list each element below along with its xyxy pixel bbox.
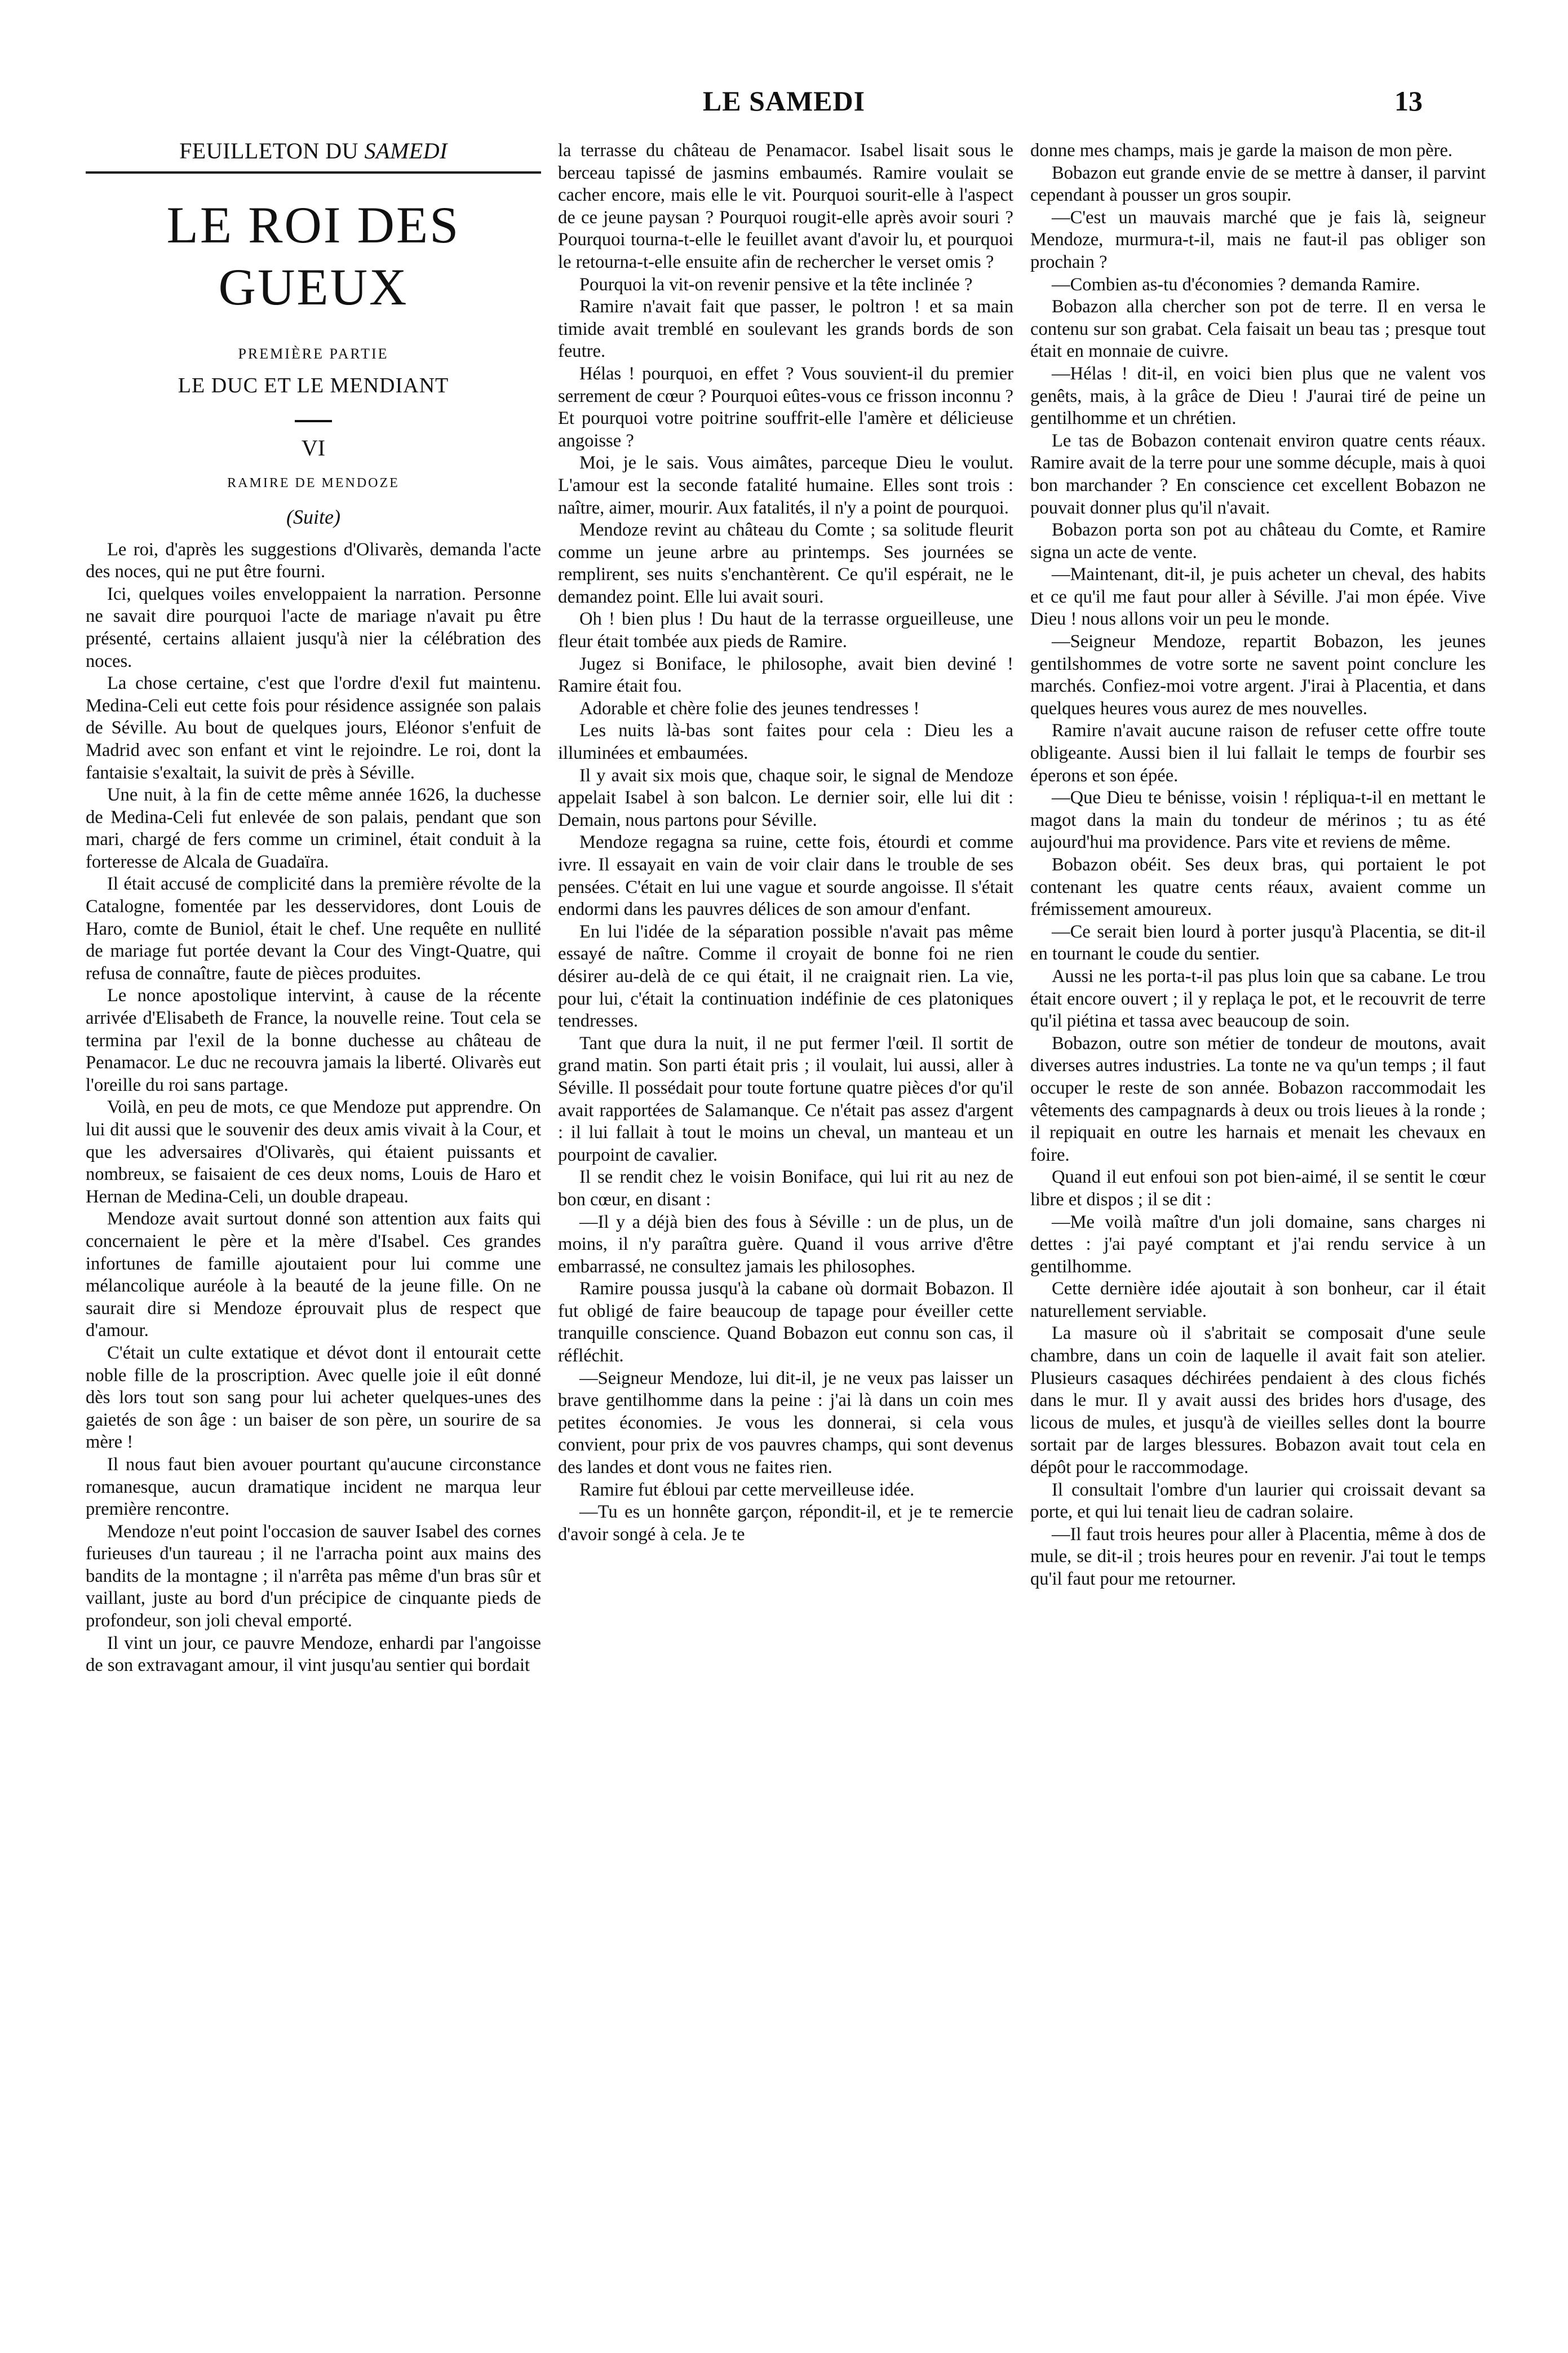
paragraph: Il vint un jour, ce pauvre Mendoze, enhardi par l'angoisse de son extravagant amour, il vint jusqu'au sentier qui bordait <box>86 1633 541 1676</box>
paragraph: Une nuit, à la fin de cette même année 1626, la duchesse de Medina-Celi fut enlevée de son palais, pendant que son mari, chargé de fers comme un criminel, était conduit à la forteresse de Alcala de Guadaïra. <box>86 785 541 872</box>
paragraph: Ramire n'avait aucune raison de refuser cette offre toute obligeante. Aussi bien il lui fallait le temps de fourbir ses éperons et son épée. <box>1030 720 1486 786</box>
heading-rule <box>86 171 541 174</box>
paragraph: Ramire poussa jusqu'à la cabane où dormait Bobazon. Il fut obligé de faire beaucoup de tapage pour éveiller cette tranquille conscience. Quand Bobazon eut connu son cas, il réfléchit. <box>558 1279 1013 1366</box>
col2-body <box>558 140 1013 1546</box>
paragraph: Il se rendit chez le voisin Boniface, qui lui rit au nez de bon cœur, en disant : <box>558 1167 1013 1210</box>
paragraph: Bobazon eut grande envie de se mettre à danser, il parvint cependant à pousser un gros soupir. <box>1030 162 1486 206</box>
paragraph: —Il y a déjà bien des fous à Séville : un de plus, un de moins, il n'y paraîtra guère. Quand il vous arrive d'être embarrassé, ne consultez jamais les philosophes. <box>558 1211 1013 1277</box>
paragraph: Il nous faut bien avouer pourtant qu'aucune circonstance romanesque, aucun dramatique incident ne marqua leur première rencontre. <box>86 1454 541 1520</box>
paragraph: Mendoze revint au château du Comte ; sa solitude fleurit comme un jeune arbre au printemps. Ses journées se remplirent, ses nuits s'enchantèrent. Ce qu'il espérait, ne le demandez point. Elle lui avait souri. <box>558 520 1013 607</box>
paragraph: Quand il eut enfoui son pot bien-aimé, il se sentit le cœur libre et dispos ; il se dit : <box>1030 1167 1486 1210</box>
paragraph: la terrasse du château de Penamacor. Isabel lisait sous le berceau tapissé de jasmins embaumés. Ramire voulait se cacher encore, mais elle le vit. Pourquoi sourit-elle à l'aspect de ce jeune paysan ? Pourquoi rougit-elle après avoir souri ? Pourquoi tourna-t-elle le feuillet avant d'avoir lu, et pourquoi le retourna-t-elle ensuite afin de rechercher le verset omis ? <box>558 140 1013 272</box>
paragraph: —C'est un mauvais marché que je fais là, seigneur Mendoze, murmura-t-il, mais ne faut-il pas obliger son prochain ? <box>1030 207 1486 272</box>
part-title: LE DUC ET LE MENDIANT <box>178 374 449 398</box>
newspaper-title: LE SAMEDI <box>702 85 866 117</box>
paragraph: Ici, quelques voiles enveloppaient la narration. Personne ne savait dire pourquoi l'acte de mariage n'avait pu être présenté, certains allaient jusqu'à nier la célébration des noces. <box>86 583 541 671</box>
suite-label: (Suite) <box>286 505 340 528</box>
paragraph: Cette dernière idée ajoutait à son bonheur, car il était naturellement serviable. <box>1030 1279 1486 1321</box>
masthead <box>0 85 1568 130</box>
paragraph: Tant que dura la nuit, il ne put fermer l'œil. Il sortit de grand matin. Son parti était pris ; il voulait, lui aussi, aller à Séville. Il possédait pour toute fortune quatre pièces d'or qu'il avait rapportées de Salamanque. Ce n'était pas assez d'argent : il lui fallait à tout le moins un cheval, un manteau et un pourpoint de cavalier. <box>558 1033 1013 1165</box>
chapter-number: VI <box>301 435 326 461</box>
paragraph: —Seigneur Mendoze, lui dit-il, je ne veux pas laisser un brave gentilhomme dans la peine : j'ai là dans un coin mes petites économies. Je vous les donnerai, si cela vous convient, pour prix de vos pauvres champs, qui sont devenus des landes et dont vous ne faites rien. <box>558 1368 1013 1478</box>
paragraph: Bobazon obéit. Ses deux bras, qui portaient le pot contenant les quatre cents réaux, avaient comme un frémissement amoureux. <box>1030 855 1486 920</box>
paragraph: Ramire fut ébloui par cette merveilleuse idée. <box>579 1479 915 1500</box>
paragraph: Ramire n'avait fait que passer, le poltron ! et sa main timide avait tremblé en soulevant les grands bords de son feutre. <box>558 297 1013 362</box>
paragraph: Jugez si Boniface, le philosophe, avait bien deviné ! Ramire était fou. <box>558 653 1013 697</box>
column-3 <box>1030 140 1486 1591</box>
paragraph: Hélas ! pourquoi, en effet ? Vous souvient-il du premier serrement de cœur ? Pourquoi eûtes-vous ce frisson inconnu ? Et pourquoi votre poitrine souffrit-elle l'amère et délicieuse angoisse ? <box>558 363 1013 451</box>
paragraph: —Seigneur Mendoze, repartit Bobazon, les jeunes gentilshommes de votre sorte ne savent point conclure les marchés. Confiez-moi votre argent. J'irai à Placentia, et dans quelques heures vous aurez de mes nouvelles. <box>1030 631 1486 719</box>
paragraph: Bobazon alla chercher son pot de terre. Il en versa le contenu sur son grabat. Cela faisait un beau tas ; presque tout était en monnaie de cuivre. <box>1030 297 1486 362</box>
paragraph: Bobazon, outre son métier de tondeur de moutons, avait diverses autres industries. La tonte ne va qu'un temps ; il faut occuper le reste de son année. Bobazon raccommodait les vêtements des campagnards à deux ou trois lieues à la ronde ; il repiquait en outre les harnais et menait les chevaux en foire. <box>1030 1033 1486 1165</box>
paragraph: Il consultait l'ombre d'un laurier qui croissait devant sa porte, et qui lui tenait lieu de cadran solaire. <box>1030 1479 1486 1523</box>
paragraph: Il était accusé de complicité dans la première révolte de la Catalogne, fomentée par les desservidores, dont Louis de Haro, comte de Buniol, était le chef. Une requête en nullité de mariage fut portée devant la Cour des Vingt-Quatre, qui refusa de connaître, faute de pièces produites. <box>86 874 541 984</box>
paragraph: Moi, je le sais. Vous aimâtes, parceque Dieu le voulut. L'amour est la seconde fatalité humaine. Elles sont trois : naître, aimer, mourir. Aux fatalités, il n'y a point de pourquoi. <box>558 453 1013 518</box>
column-1 <box>86 140 541 1677</box>
paragraph: Bobazon porta son pot au château du Comte, et Ramire signa un acte de vente. <box>1030 520 1486 563</box>
paragraph: —Hélas ! dit-il, en voici bien plus que ne valent vos genêts, mais, à la grâce de Dieu ! J'aurai tiré de peine un gentilhomme et un chrétien. <box>1030 363 1486 429</box>
section-rule <box>295 420 332 422</box>
paragraph: Le roi, d'après les suggestions d'Olivarès, demanda l'acte des noces, qui ne put être fourni. <box>86 539 541 582</box>
col1-body <box>86 539 541 1677</box>
paragraph: —Ce serait bien lourd à porter jusqu'à Placentia, se dit-il en tournant le coude du sentier. <box>1030 921 1486 965</box>
paragraph: La masure où il s'abritait se composait d'une seule chambre, dans un coin de laquelle il avait fait son atelier. Plusieurs casaques déchirées pendaient à des clous fichés dans le mur. Il y avait aussi des brides hors d'usage, des licous de mules, et jusqu'à de vieilles selles dont la bourre sortait par de larges blessures. Bobazon avait tout cela en dépôt pour le raccommodage. <box>1030 1323 1486 1478</box>
paragraph: Il y avait six mois que, chaque soir, le signal de Mendoze appelait Isabel à son balcon. Le dernier soir, elle lui dit : Demain, nous partons pour Séville. <box>558 765 1013 830</box>
feuilleton-name: SAMEDI <box>364 138 448 163</box>
feuilleton-heading <box>86 140 541 162</box>
paragraph: —Tu es un honnête garçon, répondit-il, et je te remercie d'avoir songé à cela. Je te <box>558 1502 1013 1545</box>
paragraph: —Combien as-tu d'économies ? demanda Ramire. <box>1052 274 1420 295</box>
paragraph: —Il faut trois heures pour aller à Placentia, même à dos de mule, se dit-il ; trois heures pour en revenir. J'ai tout le temps qu'il faut pour me retourner. <box>1030 1524 1486 1589</box>
novel-title: LE ROI DES GUEUX <box>166 196 460 316</box>
paragraph: Mendoze avait surtout donné son attention aux faits qui concernaient le père et la mère d'Isabel. Ces grandes infortunes de famille ajoutaient pour lui comme une mélancolique auréole à la beauté de la jeune fille. On ne saurait dire si Mendoze éprouvait plus de respect que d'amour. <box>86 1209 541 1341</box>
chapter-title: RAMIRE DE MENDOZE <box>227 476 400 491</box>
paragraph: En lui l'idée de la séparation possible n'avait pas même essayé de naître. Comme il croyait de bonne foi ne rien désirer au-delà de ce qui était, il ne craignait rien. La vie, pour lui, c'était la continuation indéfinie de ces platoniques tendresses. <box>558 921 1013 1032</box>
paragraph: Mendoze regagna sa ruine, cette fois, étourdi et comme ivre. Il essayait en vain de voir clair dans le trouble de ses pensées. C'était en lui une vague et sourde angoisse. Il s'était endormi dans les pauvres délices de son amour d'enfant. <box>558 832 1013 920</box>
page-number: 13 <box>1394 85 1423 117</box>
paragraph: Pourquoi la vit-on revenir pensive et la tête inclinée ? <box>579 274 973 295</box>
paragraph: La chose certaine, c'est que l'ordre d'exil fut maintenu. Medina-Celi eut cette fois pour résidence assignée son palais de Séville. Au bout de quelques jours, Eléonor s'enfuit de Madrid avec son enfant et vint le rejoindre. Le roi, dont la fantaisie s'exaltait, la suivit de près à Séville. <box>86 673 541 783</box>
paragraph: Aussi ne les porta-t-il pas plus loin que sa cabane. Le trou était encore ouvert ; il y replaça le pot, et le recouvrit de terre qu'il piétina et tassa avec beaucoup de soin. <box>1030 966 1486 1032</box>
paragraph: Oh ! bien plus ! Du haut de la terrasse orgueilleuse, une fleur était tombée aux pieds de Ramire. <box>558 609 1013 652</box>
part-label: PREMIÈRE PARTIE <box>238 345 389 362</box>
paragraph: Les nuits là-bas sont faites pour cela : Dieu les a illuminées et embaumées. <box>558 720 1013 764</box>
column-2 <box>558 140 1013 1546</box>
col3-body <box>1030 140 1486 1591</box>
paragraph: Adorable et chère folie des jeunes tendresses ! <box>579 698 920 719</box>
paragraph: —Maintenant, dit-il, je puis acheter un cheval, des habits et ce qu'il me faut pour aller à Séville. J'ai mon épée. Vive Dieu ! nous allons voir un peu le monde. <box>1030 564 1486 630</box>
paragraph: donne mes champs, mais je garde la maison de mon père. <box>1030 140 1453 161</box>
paragraph: C'était un culte extatique et dévot dont il entourait cette noble fille de la proscription. Avec quelle joie il eût donné dès lors tout son sang pour lui acheter quelques-unes des gaietés de son âge : un baiser de son père, un sourire de sa mère ! <box>86 1342 541 1453</box>
paragraph: —Me voilà maître d'un joli domaine, sans charges ni dettes : j'ai payé comptant et j'ai rendu service à un gentilhomme. <box>1030 1211 1486 1277</box>
paragraph: —Que Dieu te bénisse, voisin ! répliqua-t-il en mettant le magot dans la main du tondeur de mérinos ; tu as été aujourd'hui ma providence. Pars vite et reviens de même. <box>1030 788 1486 853</box>
paragraph: Mendoze n'eut point l'occasion de sauver Isabel des cornes furieuses d'un taureau ; il ne l'arracha point aux mains des bandits de la montagne ; il n'arrêta pas même d'un bras sûr et vaillant, juste au bord d'un précipice de cinquante pieds de profondeur, son joli cheval emporté. <box>86 1521 541 1631</box>
paragraph: Le tas de Bobazon contenait environ quatre cents réaux. Ramire avait de la terre pour une somme décuple, mais à quoi bon marchander ? En conscience cet excellent Bobazon ne pouvait donner plus qu'il n'avait. <box>1030 430 1486 518</box>
paragraph: Le nonce apostolique intervint, à cause de la récente arrivée d'Elisabeth de France, la nouvelle reine. Tout cela se termina par l'exil de la bonne duchesse au château de Penamacor. Le duc ne recouvra jamais la liberté. Olivarès eut l'oreille du roi sans partage. <box>86 985 541 1095</box>
feuilleton-prefix: FEUILLETON DU <box>179 138 365 163</box>
paragraph: Voilà, en peu de mots, ce que Mendoze put apprendre. On lui dit aussi que le souvenir des deux amis vivait à la Cour, et que les adversaires d'Olivarès, qui étaient puissants et nombreux, se faisaient de ces deux noms, Louis de Haro et Hernan de Medina-Celi, un double drapeau. <box>86 1097 541 1207</box>
